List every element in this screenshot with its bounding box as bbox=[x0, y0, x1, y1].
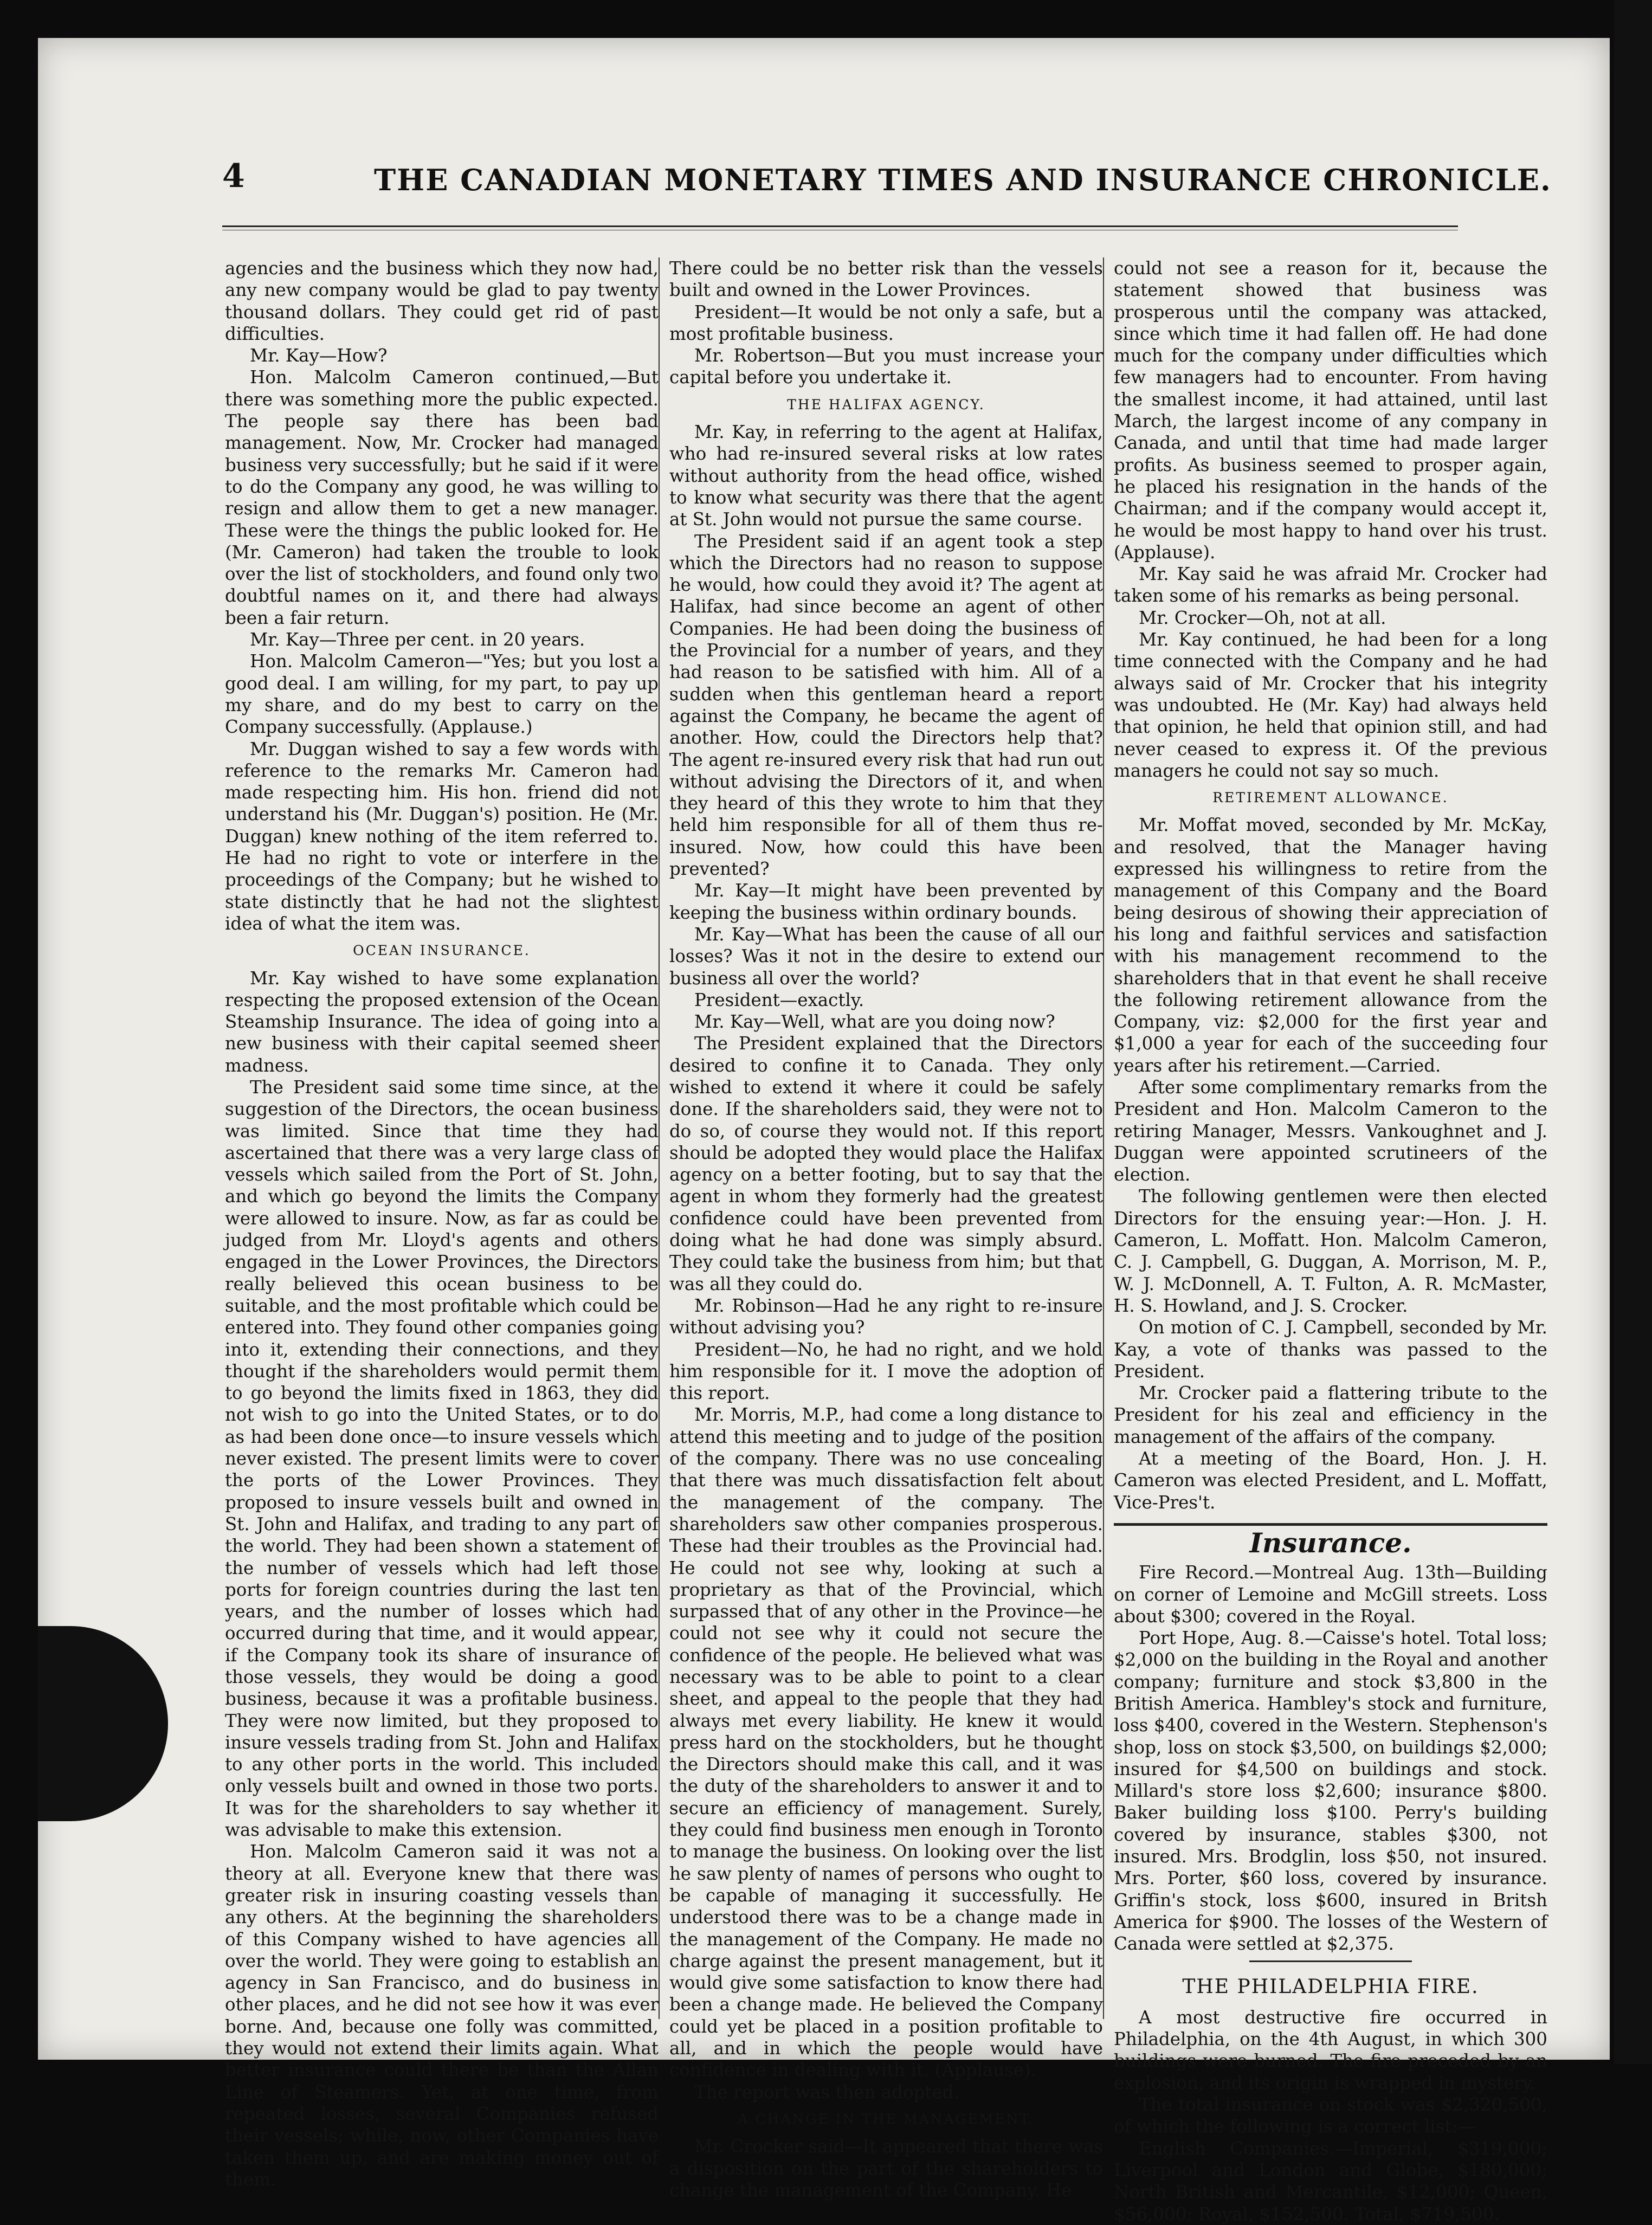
paragraph: Mr. Kay continued, he had been for a long time connected with the Company and he had always said of Mr. Crocker that his integrity was undoubted. He (Mr. Kay) had always held that opinion, he held that opinion still, and had never ceased to express it. Of the previous managers he could not say so much. bbox=[1114, 629, 1547, 781]
column-1 bbox=[225, 257, 659, 2190]
paragraph: Mr. Robinson—Had he any right to re-insure without advising you? bbox=[669, 1295, 1103, 1338]
header-rule bbox=[222, 225, 1458, 227]
paragraph: Mr. Kay—It might have been prevented by keeping the business within ordinary bounds. bbox=[669, 880, 1103, 923]
scan-edge-strip bbox=[1614, 0, 1652, 2064]
paragraph: At a meeting of the Board, Hon. J. H. Cameron was elected President, and L. Moffatt, Vice-Pres't. bbox=[1114, 1448, 1547, 1513]
paragraph: There could be no better risk than the vessels built and owned in the Lower Provinces. bbox=[669, 258, 1103, 301]
newspaper-sheet bbox=[38, 38, 1610, 2224]
paragraph: The President said if an agent took a step which the Directors had no reason to suppose he would, how could they avoid it? The agent at Halifax, had since become an agent of other Companies. He had been doing the business of the Provincial for a number of years, and they had reason to be satisfied with him. All of a sudden when this gentleman heard a report against the Company, he became the agent of another. How, could the Directors help that? The agent re-insured every risk that had run out without advising the Directors of it, and when they heard of this they wrote to him that they held him responsible for all of them thus re-insured. Now, how could this have been prevented? bbox=[669, 531, 1103, 880]
paragraph: Mr. Kay—Three per cent. in 20 years. bbox=[250, 629, 585, 650]
paragraph: Mr. Crocker paid a flattering tribute to the President for his zeal and efficiency in the management of the affairs of the company. bbox=[1114, 1383, 1547, 1447]
paragraph: Mr. Kay—What has been the cause of all our losses? Was it not in the desire to extend our business all over the world? bbox=[669, 924, 1103, 989]
section-heading: OCEAN INSURANCE. bbox=[353, 943, 531, 959]
paragraph: President—exactly. bbox=[694, 989, 864, 1010]
paragraph: Mr. Kay said he was afraid Mr. Crocker had taken some of his remarks as being personal. bbox=[1114, 564, 1547, 607]
paragraph: Mr. Robertson—But you must increase your capital before you undertake it. bbox=[669, 345, 1103, 388]
page-header bbox=[179, 157, 1552, 206]
section-heading: THE HALIFAX AGENCY. bbox=[787, 396, 985, 412]
article-heading: THE PHILADELPHIA FIRE. bbox=[1182, 1975, 1479, 1998]
page-number: 4 bbox=[222, 157, 245, 195]
paragraph: Mr. Kay wished to have some explanation respecting the proposed extension of the Ocean Steamship Insurance. The idea of going into a new business with their capital seemed sheer madness. bbox=[225, 968, 659, 1076]
paragraph: Port Hope, Aug. 8.—Caisse's hotel. Total loss; $2,000 on the building in the Royal and another company; furniture and stock $3,800 in the British America. Hambley's stock and furniture, loss $400, covered in the Western. Stephenson's shop, loss on stock $3,500, on buildings $2,000; insured for $4,500 on buildings and stock. Millard's store loss $2,600; insurance $800. Baker building loss $100. Perry's building covered by insurance, stables $300, not insured. Mrs. Brodglin, loss $50, not insured. Mrs. Porter, $60 loss, covered by insurance. Griffin's stock, loss $600, insured in Britsh America for $900. The losses of the Western of Canada were settled at $2,375. bbox=[1114, 1628, 1547, 1955]
paragraph: The President said some time since, at the suggestion of the Directors, the ocean business was limited. Since that time they had ascertained that there was a very large class of vessels which sailed from the Port of St. John, and which go beyond the limits the Company were allowed to insure. Now, as far as could be judged from Mr. Lloyd's agents and others engaged in the Lower Provinces, the Directors really believed this ocean business to be suitable, and the most profitable which could be entered into. They found other companies going into it, extending their connections, and they thought if the shareholders would permit them to go beyond the limits fixed in 1863, they did not wish to go into the United States, or to do as had been done once—to insure vessels which never existed. The present limits were to cover the ports of the Lower Provinces. They proposed to insure vessels built and owned in St. John and Halifax, and trading to any part of the world. They had been shown a statement of the number of vessels which had left those ports for foreign countries during the last ten years, and the number of losses which had occurred during that time, and it would appear, if the Company took its share of insurance of those vessels, they would be doing a good business, because it was a profitable business. They were now limited, but they proposed to insure vessels trading from St. John and Halifax to any other ports in the world. This included only vessels built and owned in those two ports. It was for the shareholders to say whether it was advisable to make this extension. bbox=[225, 1076, 659, 1841]
paragraph: Hon. Malcolm Cameron said it was not a theory at all. Everyone knew that there was greater risk in insuring coasting vessels than any others. At the beginning the shareholders of this Company wished to have agencies all over the world. They were going to establish an agency in San Francisco, and do business in other places, and he did not see how it was ever borne. And, because one folly was committed, they would not extend their limits again. What better insurance could there be than the Allan Line of Steamers. Yet, at one time, from repeated losses, several Companies refused their vessels; while, now, other Companies have taken them up, and are making money out of them. bbox=[225, 1841, 659, 2190]
paragraph: The President explained that the Directors desired to confine it to Canada. They only wished to extend it where it could be safely done. If the shareholders said, they were not to do so, of course they would not. If this report should be adopted they would place the Halifax agency on a better footing, but to say that the agent in whom they formerly had the greatest confidence could have been prevented from doing what he had done was simply absurd. They could take the business from him; but that was all they could do. bbox=[669, 1033, 1103, 1294]
paragraph: agencies and the business which they now had, any new company would be glad to pay twenty thousand dollars. They could get rid of past difficulties. bbox=[225, 258, 659, 344]
paragraph: After some complimentary remarks from the President and Hon. Malcolm Cameron to the retiring Manager, Messrs. Vankoughnet and J. Duggan were appointed scrutineers of the election. bbox=[1114, 1076, 1547, 1185]
paragraph: Mr. Duggan wished to say a few words with reference to the remarks Mr. Cameron had made respecting him. His hon. friend did not understand his (Mr. Duggan's) position. He (Mr. Duggan) knew nothing of the item referred to. He had no right to vote or interfere in the proceedings of the Company; but he wished to state distinctly that he had not the slightest idea of what the item was. bbox=[225, 738, 659, 934]
paragraph: Mr. Crocker said—It appeared that there was a disposition on the part of the shareholders to change the management of the Company. He bbox=[669, 2136, 1103, 2201]
separator-rule bbox=[1249, 1960, 1412, 1962]
paragraph: Mr. Kay—Well, what are you doing now? bbox=[694, 1011, 1055, 1033]
paragraph: The following gentlemen were then elected Directors for the ensuing year:—Hon. J. H. Cameron, L. Moffatt. Hon. Malcolm Cameron, C. J. Campbell, G. Duggan, A. Morrison, M. P., W. J. McDonnell, A. T. Fulton, A. R. McMaster, H. S. Howland, and J. S. Crocker. bbox=[1114, 1186, 1547, 1316]
paragraph: President—No, he had no right, and we hold him responsible for it. I move the adoption of this report. bbox=[669, 1339, 1103, 1404]
paragraph: The report was then adopted. bbox=[694, 2081, 959, 2103]
paragraph: could not see a reason for it, because the statement showed that business was prosperous until the company was attacked, since which time it had fallen off. He had done much for the company under difficulties which few managers had to encounter. From having the smallest income, it had attained, until last March, the largest income of any company in Canada, and until that time had made larger profits. As business seemed to prosper again, he placed his resignation in the hands of the Chairman; and if the company would accept it, he would be most happy to hand over his trust. (Applause). bbox=[1114, 258, 1547, 563]
paragraph: Mr. Kay, in referring to the agent at Halifax, who had re-insured several risks at low rates without authority from the head office, wished to know what security was there that the agent at St. John would not pursue the same course. bbox=[669, 422, 1103, 530]
paragraph: Mr. Moffat moved, seconded by Mr. McKay, and resolved, that the Manager having expressed his willingness to retire from the management of this Company and the Board being desirous of showing their appreciation of his long and faithful services and satisfaction with his management recommend to the shareholders that in that event he shall receive the following retirement allowance from the Company, viz: $2,000 for the first year and $1,000 a year for each of the succeeding four years after his retirement.—Carried. bbox=[1114, 815, 1547, 1076]
section-heading: RETIREMENT ALLOWANCE. bbox=[1212, 790, 1449, 806]
paragraph: English Companies.—Imperial, $319,000; Liverpool and London and Globe, $180,000; North British and Mercantile, $12,000; Queen, $56,000; Royal, $152,500. Total, $719,500. bbox=[1114, 2138, 1547, 2224]
column-divider bbox=[659, 257, 660, 2019]
insurance-section-title: Insurance. bbox=[1114, 1523, 1547, 1554]
paragraph: Mr. Morris, M.P., had come a long distance to attend this meeting and to judge of the position of the company. There was no use concealing that there was much dissatisfaction felt about the management of the company. The shareholders saw other companies prosperous. These had their troubles as the Provincial had. He could not see why, looking at such a proprietary as that of the Provincial, which surpassed that of any other in the Province—he could not see why it could not secure the confidence of the people. He believed what was necessary was to be able to point to a clear sheet, and appeal to the people that they had always met every liability. He knew it would press hard on the stockholders, but he thought the Directors should make this call, and it was the duty of the shareholders to answer it and to secure an efficiency of management. Surely, they could find business men enough in Toronto to manage the business. On looking over the list he saw plenty of names of persons who ought to be capable of managing it successfully. He understood there was to be a change made in the management of the Company. He made no charge against the present management, but it would give some satisfaction to know there had been a change made. He believed the Company could yet be placed in a position profitable to all, and in which the people would have confidence in dealing with it. (Applause). bbox=[669, 1404, 1103, 2081]
paragraph: Fire Record.—Montreal Aug. 13th—Building on corner of Lemoine and McGill streets. Loss about $300; covered in the Royal. bbox=[1114, 1562, 1547, 1627]
paragraph: Hon. Malcolm Cameron—"Yes; but you lost a good deal. I am willing, for my part, to pay up my share, and do my best to carry on the Company successfully. (Applause.) bbox=[225, 651, 659, 738]
newspaper-page bbox=[179, 125, 1610, 2224]
column-2 bbox=[669, 257, 1103, 2201]
paragraph: The total insurance on stock was $2,320,500, of which the following is a correct list:— bbox=[1114, 2094, 1547, 2137]
paragraph: On motion of C. J. Campbell, seconded by Mr. Kay, a vote of thanks was passed to the President. bbox=[1114, 1317, 1547, 1382]
section-heading: A CHANGE IN THE MANAGEMENT. bbox=[738, 2111, 1035, 2127]
masthead-title: THE CANADIAN MONETARY TIMES AND INSURANCE CHRONICLE. bbox=[374, 163, 1552, 197]
paragraph: Hon. Malcolm Cameron continued,—But there was something more the public expected. The people say there has been bad management. Now, Mr. Crocker had managed business very successfully; but he said if it were to do the Company any good, he was willing to resign and allow them to get a new manager. These were the things the public looked for. He (Mr. Cameron) had taken the trouble to look over the list of stockholders, and found only two doubtful names on it, and there had always been a fair return. bbox=[225, 367, 659, 628]
paragraph: A most destructive fire occurred in Philadelphia, on the 4th August, in which 300 buildings were burned. The fire preceded by an explosion, and its origin is wrapped in mystery. bbox=[1114, 2007, 1547, 2093]
paragraph: Mr. Kay—How? bbox=[250, 345, 388, 366]
paragraph: President—It would be not only a safe, but a most profitable business. bbox=[669, 301, 1103, 344]
column-divider bbox=[1103, 257, 1104, 2019]
column-3 bbox=[1114, 257, 1547, 2224]
paragraph: Mr. Crocker—Oh, not at all. bbox=[1139, 607, 1386, 628]
